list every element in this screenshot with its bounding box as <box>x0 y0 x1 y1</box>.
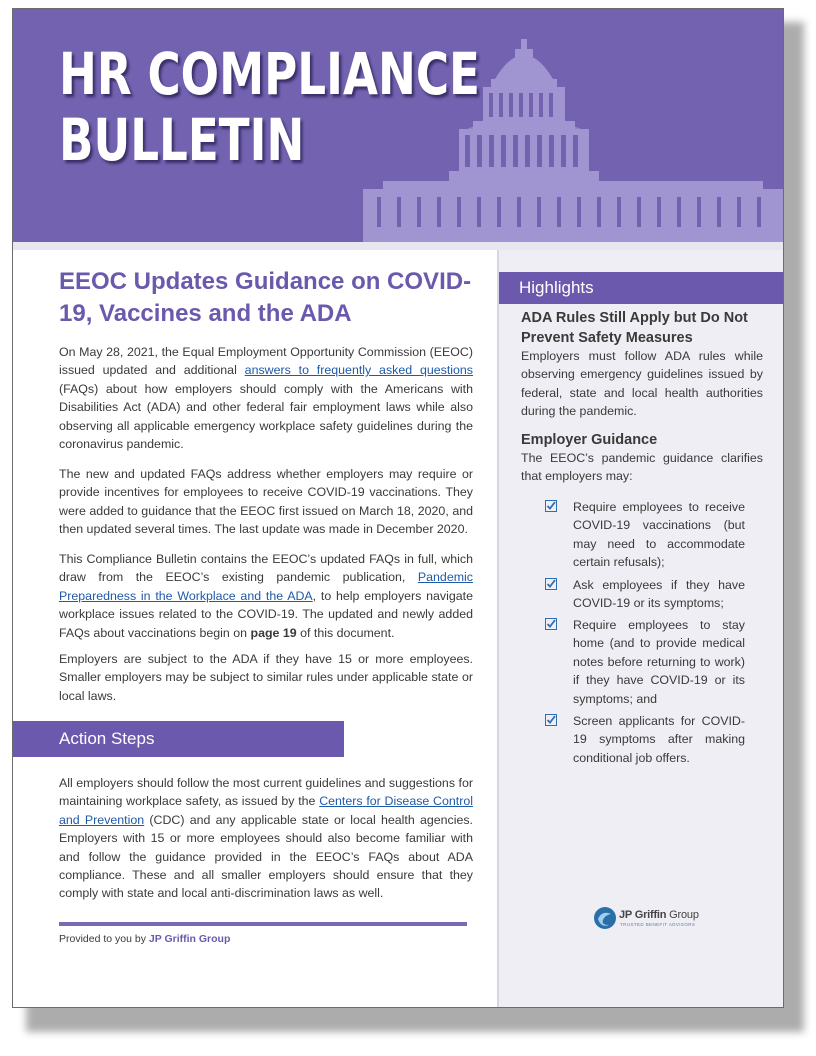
checkbox-checked-icon <box>545 714 557 726</box>
paragraph-ada-scope: Employers are subject to the ADA if they have 15 or more employees. Smaller employers may be subject to similar rules under applicable state or local laws. <box>59 652 473 703</box>
document-page <box>12 8 784 1008</box>
checkbox-checked-icon <box>545 500 557 512</box>
highlight-text-ada-rules: Employers must follow ADA rules while observing emergency guidelines issued by federal, state and local health authorities during the pandemic. <box>521 349 763 419</box>
action-steps-header: Action Steps <box>13 721 344 757</box>
main-column <box>13 250 497 1007</box>
banner-divider <box>13 242 783 250</box>
cdc-link[interactable]: Centers for Disease Control and Prevention <box>59 794 473 827</box>
griffin-swirl-icon <box>593 906 617 930</box>
paragraph-action-steps: All employers should follow the most current guidelines and suggestions for maintaining workplace safety, as issued by the Centers for Disease Control and Prevention (CDC) and any applicable state or local health agencies. Employers with 15 or more employees should also become familiar with and follow the guidance provided in the EEOC’s FAQs about ADA compliance. These and all smaller employers should ensure that they comply with state and local anti-discrimination laws as well. <box>59 776 473 901</box>
footer-rule <box>59 922 467 926</box>
company-logo: JP Griffin Group TRUSTED BENEFIT ADVISORS <box>593 906 703 932</box>
article-headline: EEOC Updates Guidance on COVID-19, Vaccines and the ADA <box>59 268 472 327</box>
highlight-heading-employer-guidance: Employer Guidance <box>521 432 658 448</box>
checkbox-checked-icon <box>545 618 557 630</box>
provided-by: Provided to you by JP Griffin Group <box>59 933 231 945</box>
faq-link[interactable]: answers to frequently asked questions <box>244 363 473 378</box>
highlights-header: Highlights <box>499 272 784 304</box>
header-banner <box>13 9 783 242</box>
pandemic-preparedness-link[interactable]: Pandemic Preparedness in the Workplace and the ADA <box>59 570 473 603</box>
highlights-sidebar: Highlights ADA Rules Still Apply but Do Not Prevent Safety Measures Employers must follow ADA rules while observing emergency guidelines issued by federal, state and local health authorities during the pandemic. Employer Guidance The EEOC’s pandemic guidance clarifies that employers may: Require employees to receive COVID-19 vaccinations (but may need to accommodate certain refusals); Ask employees if they have COVID-19 or its symptoms; Require employees to stay home (and to provide medical notes before returning to work) if they have COVID-19 or its symptoms; and Screen applicants for COVID-19 symptoms after making conditional job offers. JP Griffin Group TRUSTED BENEFIT ADVISORS <box>497 250 784 1007</box>
highlight-text-employer-guidance: The EEOC’s pandemic guidance clarifies that employers may: <box>521 451 763 484</box>
paragraph-intro: On May 28, 2021, the Equal Employment Opportunity Commission (EEOC) issued updated and additional answers to frequently asked questions (FAQs) about how employers should comply with the Americans with Disabilities Act (ADA) and other federal fair employment laws while also observing all applicable emergency workplace safety guidelines during the coronavirus pandemic. <box>59 345 473 452</box>
paragraph-faqs: The new and updated FAQs address whether employers may require or provide incentives for employees to receive COVID-19 vaccinations. They were added to guidance that the EEOC first issued on March 18, 2020, and then updated several times. The last update was made in December 2020. <box>59 467 473 537</box>
paragraph-bulletin-contents: This Compliance Bulletin contains the EEOC’s updated FAQs in full, which draw from the EEOC’s existing pandemic publication, Pandemic Preparedness in the Workplace and the ADA, to help employers navigate workplace issues related to the COVID-19. The updated and newly added FAQs about vaccinations begin on page 19 of this document. <box>59 552 473 640</box>
checkbox-checked-icon <box>545 578 557 590</box>
highlight-heading-ada-rules: ADA Rules Still Apply but Do Not Prevent Safety Measures <box>521 310 748 346</box>
bulletin-title: HR COMPLIANCE BULLETIN <box>59 40 480 174</box>
